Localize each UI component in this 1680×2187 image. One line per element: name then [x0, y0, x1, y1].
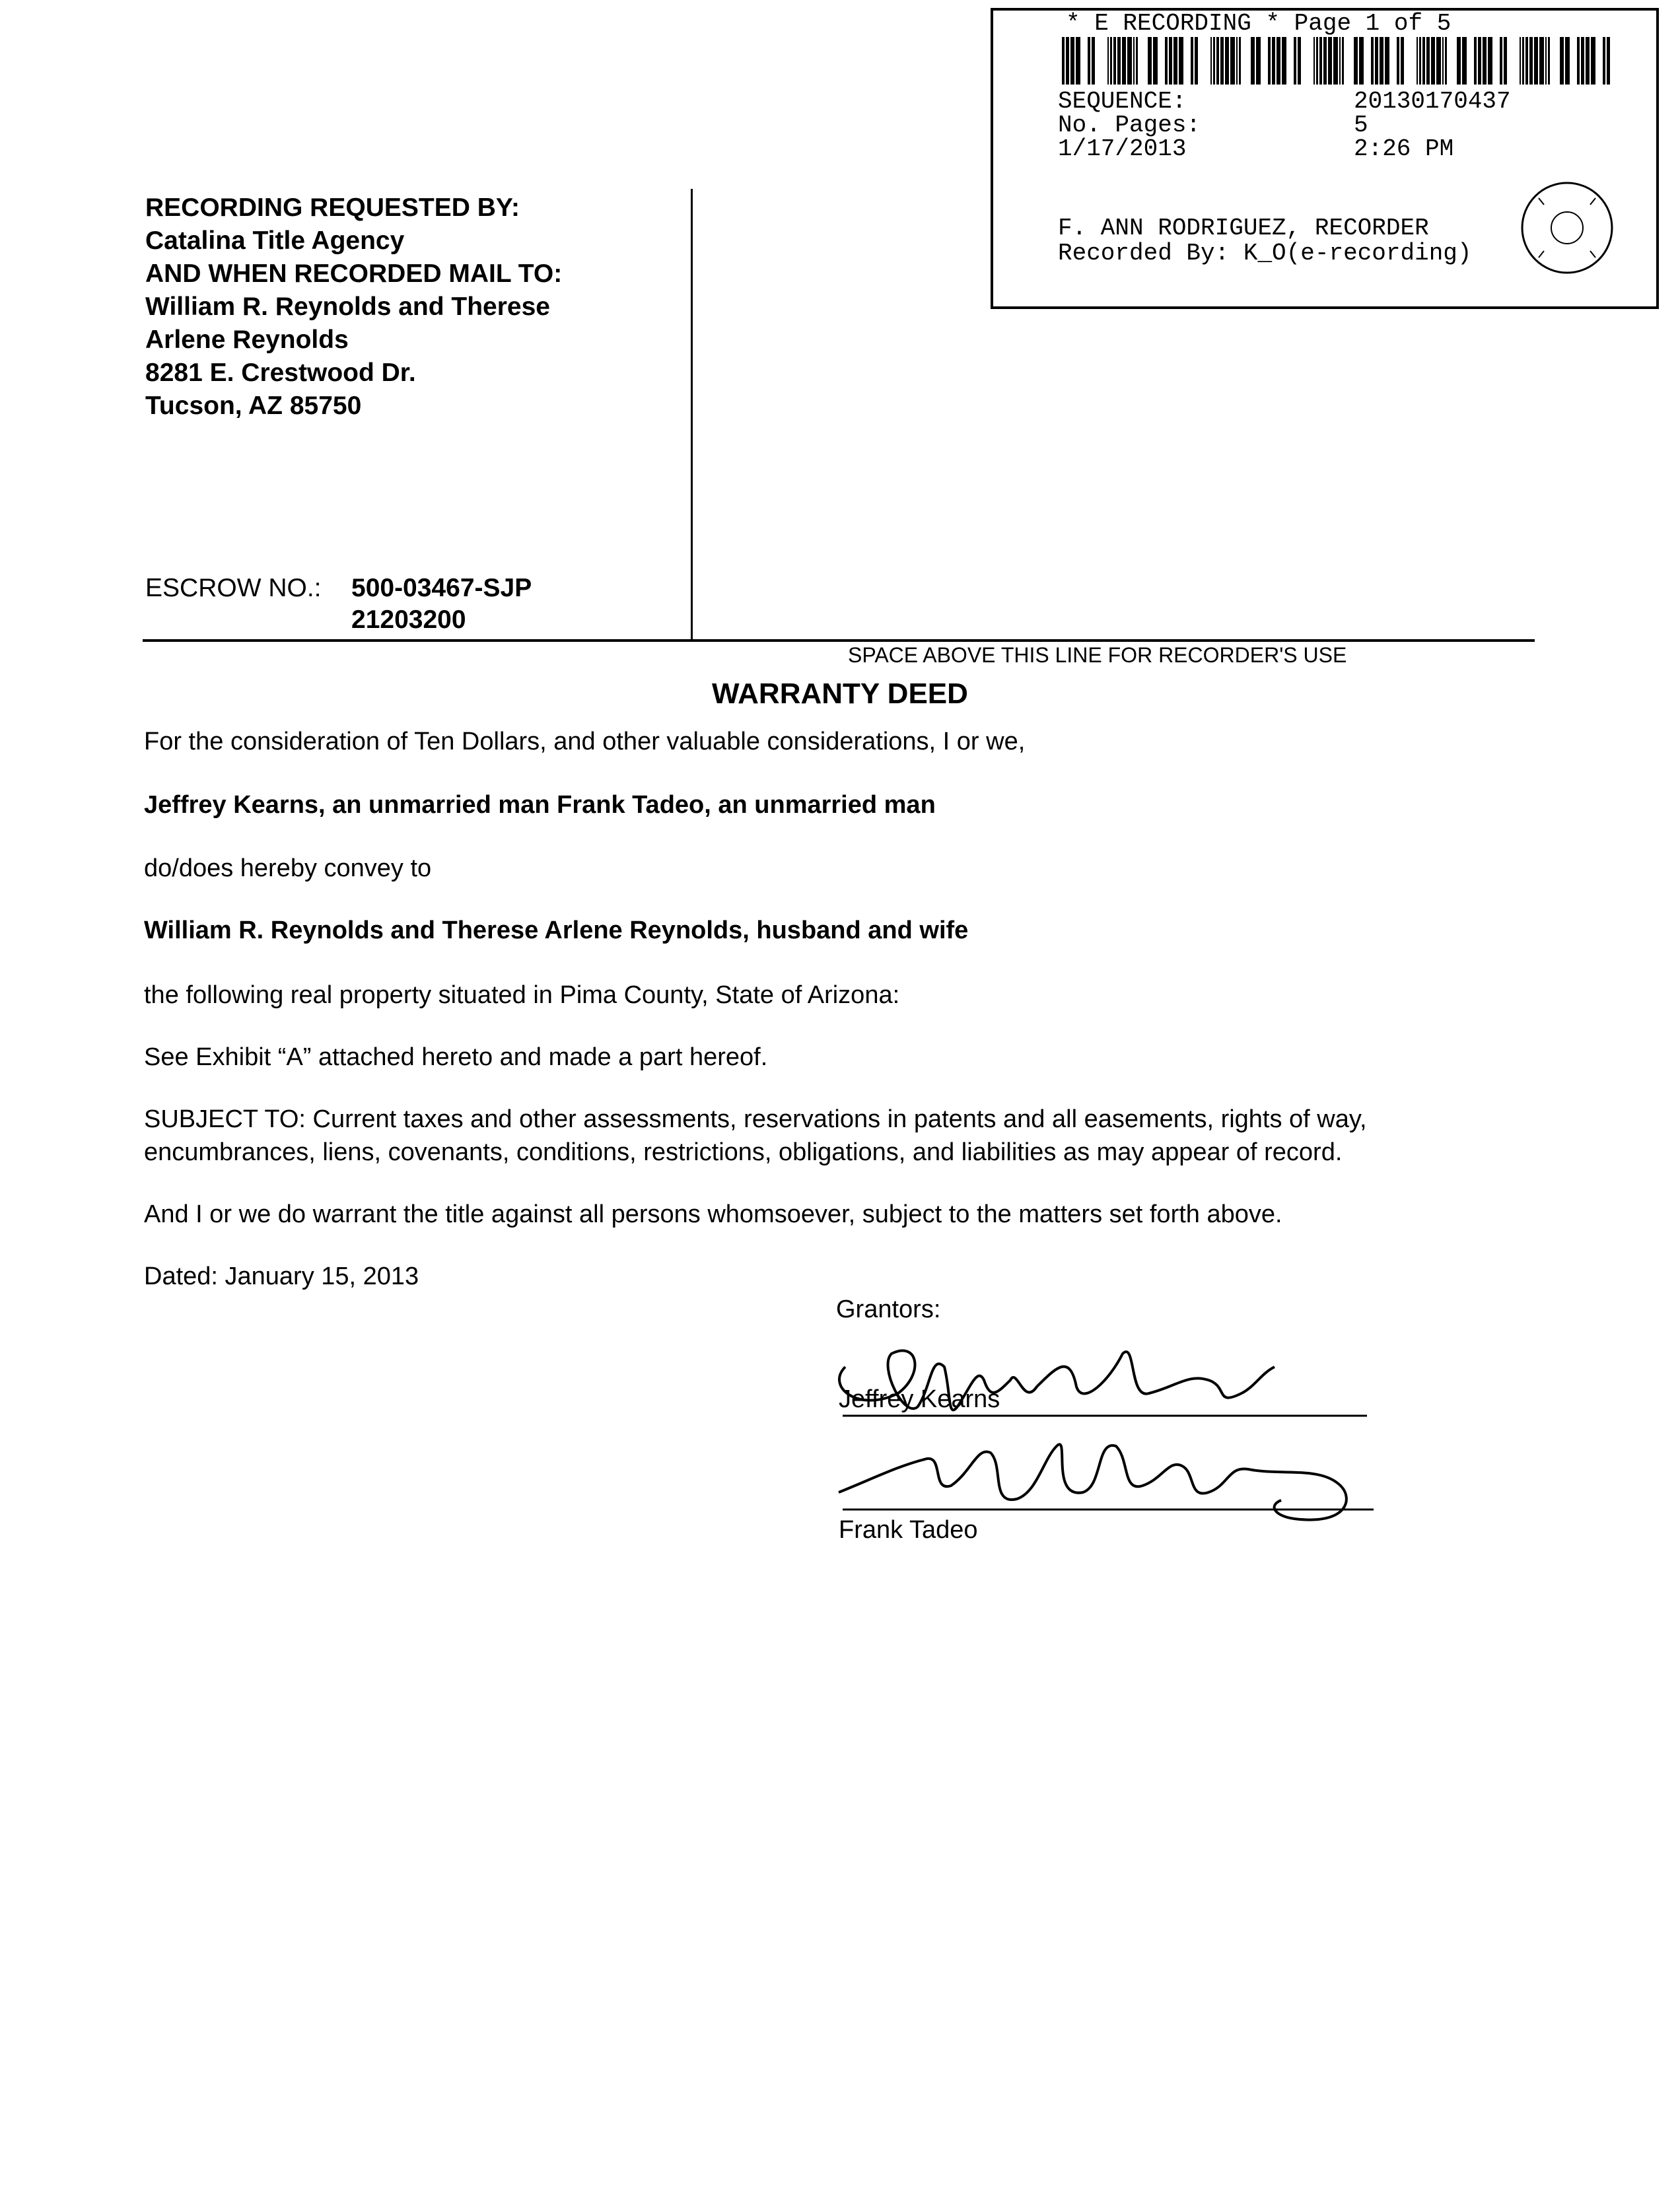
barcode-bar: [1607, 37, 1610, 85]
barcode-bar: [1070, 37, 1074, 85]
barcode-bar: [1133, 37, 1135, 85]
barcode-bar: [1153, 37, 1158, 85]
grantor-names: Jeffrey Kearns, an unmarried man Frank Tadeo, an unmarried man: [144, 791, 936, 819]
barcode-bar: [1110, 37, 1112, 85]
barcode-bar: [1272, 37, 1275, 85]
recorded-by: Recorded By: K_O(e-recording): [1058, 240, 1472, 267]
barcode-bar: [1328, 37, 1332, 85]
escrow-label: ESCROW NO.:: [145, 574, 322, 602]
barcode-bar: [1122, 37, 1126, 85]
exhibit-text: See Exhibit “A” attached hereto and made a part hereof.: [144, 1043, 768, 1071]
barcode-bar: [1076, 37, 1080, 85]
barcode-bar: [1586, 37, 1590, 85]
barcode-icon: [1062, 37, 1617, 85]
signature-scribble-2: [839, 1444, 1347, 1519]
recorder-stamp: [991, 8, 1659, 309]
barcode-bar: [1316, 37, 1318, 85]
pages-label: No. Pages:: [1058, 112, 1201, 139]
requested-by-label: RECORDING REQUESTED BY:: [145, 193, 520, 222]
header-divider-vertical: [691, 189, 693, 642]
barcode-bar: [1225, 37, 1229, 85]
barcode-bar: [1339, 37, 1341, 85]
address-line2: Tucson, AZ 85750: [145, 392, 362, 420]
recording-request-block: [145, 191, 562, 423]
recorder-name: F. ANN RODRIGUEZ, RECORDER: [1058, 215, 1429, 242]
dated-text: Dated: January 15, 2013: [144, 1263, 419, 1290]
barcode-bar: [1500, 37, 1502, 85]
barcode-bar: [1522, 37, 1524, 85]
recorder-use-note: SPACE ABOVE THIS LINE FOR RECORDER'S USE: [848, 643, 1347, 667]
pages-value: 5: [1354, 112, 1368, 139]
sequence-value: 20130170437: [1354, 88, 1511, 115]
warrant-text: And I or we do warrant the title against all persons whomsoever, subject to the matters set forth above.: [144, 1200, 1282, 1228]
barcode-bar: [1397, 37, 1399, 85]
convey-text: do/does hereby convey to: [144, 854, 432, 882]
record-date: 1/17/2013: [1058, 135, 1187, 162]
barcode-bar: [1117, 37, 1121, 85]
barcode-bar: [1342, 37, 1344, 85]
escrow-number: 500-03467-SJP: [351, 574, 532, 602]
barcode-bar: [1442, 37, 1444, 85]
barcode-bar: [1380, 37, 1383, 85]
barcode-bar: [1066, 37, 1069, 85]
barcode-bar: [1359, 37, 1364, 85]
barcode-bar: [1062, 37, 1065, 85]
barcode-bar: [1354, 37, 1358, 85]
barcode-bar: [1504, 37, 1507, 85]
barcode-bar: [1294, 37, 1296, 85]
grantee-names: William R. Reynolds and Therese Arlene Reynolds, husband and wife: [144, 917, 969, 944]
barcode-bar: [1088, 37, 1090, 85]
barcode-bar: [1256, 37, 1261, 85]
barcode-bar: [1577, 37, 1580, 85]
barcode-bar: [1298, 37, 1301, 85]
mail-to-line2: Arlene Reynolds: [145, 326, 349, 354]
barcode-bar: [1107, 37, 1109, 85]
barcode-bar: [1236, 37, 1238, 85]
barcode-bar: [1092, 37, 1095, 85]
barcode-bar: [1545, 37, 1547, 85]
barcode-bar: [1113, 37, 1116, 85]
barcode-bar: [1581, 37, 1584, 85]
barcode-bar: [1319, 37, 1322, 85]
requested-by: Catalina Title Agency: [145, 226, 405, 255]
record-time: 2:26 PM: [1354, 135, 1454, 162]
barcode-bar: [1191, 37, 1193, 85]
barcode-bar: [1173, 37, 1177, 85]
grantors-label: Grantors:: [836, 1296, 941, 1323]
barcode-bar: [1216, 37, 1219, 85]
barcode-bar: [1591, 37, 1595, 85]
barcode-bar: [1426, 37, 1430, 85]
barcode-bar: [1148, 37, 1152, 85]
barcode-bar: [1422, 37, 1425, 85]
barcode-bar: [1462, 37, 1467, 85]
signer-2-name: Frank Tadeo: [839, 1516, 978, 1544]
barcode-bar: [1436, 37, 1441, 85]
barcode-bar: [1419, 37, 1421, 85]
barcode-bar: [1323, 37, 1327, 85]
subject-to-line1: SUBJECT TO: Current taxes and other assessments, reservations in patents and all easements, rights of way,: [144, 1105, 1367, 1133]
barcode-bar: [1548, 37, 1550, 85]
barcode-bar: [1565, 37, 1570, 85]
barcode-bar: [1431, 37, 1435, 85]
barcode-bar: [1417, 37, 1418, 85]
barcode-bar: [1445, 37, 1447, 85]
document-title: WARRANTY DEED: [712, 677, 968, 710]
barcode-bar: [1371, 37, 1374, 85]
mail-to-label: AND WHEN RECORDED MAIL TO:: [145, 260, 563, 288]
barcode-bar: [1220, 37, 1224, 85]
barcode-bar: [1534, 37, 1538, 85]
barcode-bar: [1474, 37, 1477, 85]
barcode-bar: [1136, 37, 1138, 85]
subject-to-line2: encumbrances, liens, covenants, conditions, restrictions, obligations, and liabilities as may appear of record.: [144, 1138, 1343, 1166]
barcode-bar: [1457, 37, 1461, 85]
barcode-bar: [1478, 37, 1481, 85]
sequence-label: SEQUENCE:: [1058, 88, 1187, 115]
barcode-bar: [1385, 37, 1389, 85]
mail-to-line1: William R. Reynolds and Therese: [145, 293, 550, 321]
barcode-bar: [1251, 37, 1255, 85]
barcode-bar: [1179, 37, 1183, 85]
escrow-number-2: 21203200: [351, 606, 466, 634]
consideration-text: For the consideration of Ten Dollars, and other valuable considerations, I or we,: [144, 728, 1026, 755]
barcode-bar: [1529, 37, 1533, 85]
barcode-bar: [1483, 37, 1487, 85]
barcode-bar: [1282, 37, 1286, 85]
barcode-bar: [1230, 37, 1235, 85]
barcode-bar: [1213, 37, 1215, 85]
property-text: the following real property situated in Pima County, State of Arizona:: [144, 981, 900, 1009]
barcode-bar: [1539, 37, 1544, 85]
address-line1: 8281 E. Crestwood Dr.: [145, 359, 416, 387]
barcode-bar: [1525, 37, 1528, 85]
barcode-bar: [1401, 37, 1404, 85]
barcode-bar: [1195, 37, 1198, 85]
barcode-bar: [1520, 37, 1521, 85]
barcode-bar: [1333, 37, 1338, 85]
barcode-bar: [1165, 37, 1168, 85]
county-seal-icon: [1518, 178, 1617, 277]
barcode-bar: [1277, 37, 1280, 85]
barcode-bar: [1375, 37, 1378, 85]
stamp-header: * E RECORDING * Page 1 of 5: [1066, 10, 1452, 37]
barcode-bar: [1488, 37, 1492, 85]
barcode-bar: [1560, 37, 1564, 85]
barcode-bar: [1239, 37, 1241, 85]
barcode-bar: [1268, 37, 1271, 85]
barcode-bar: [1210, 37, 1212, 85]
barcode-bar: [1169, 37, 1172, 85]
barcode-bar: [1313, 37, 1315, 85]
barcode-bar: [1127, 37, 1132, 85]
barcode-bar: [1603, 37, 1605, 85]
signer-1-name: Jeffrey Kearns: [839, 1385, 1000, 1413]
